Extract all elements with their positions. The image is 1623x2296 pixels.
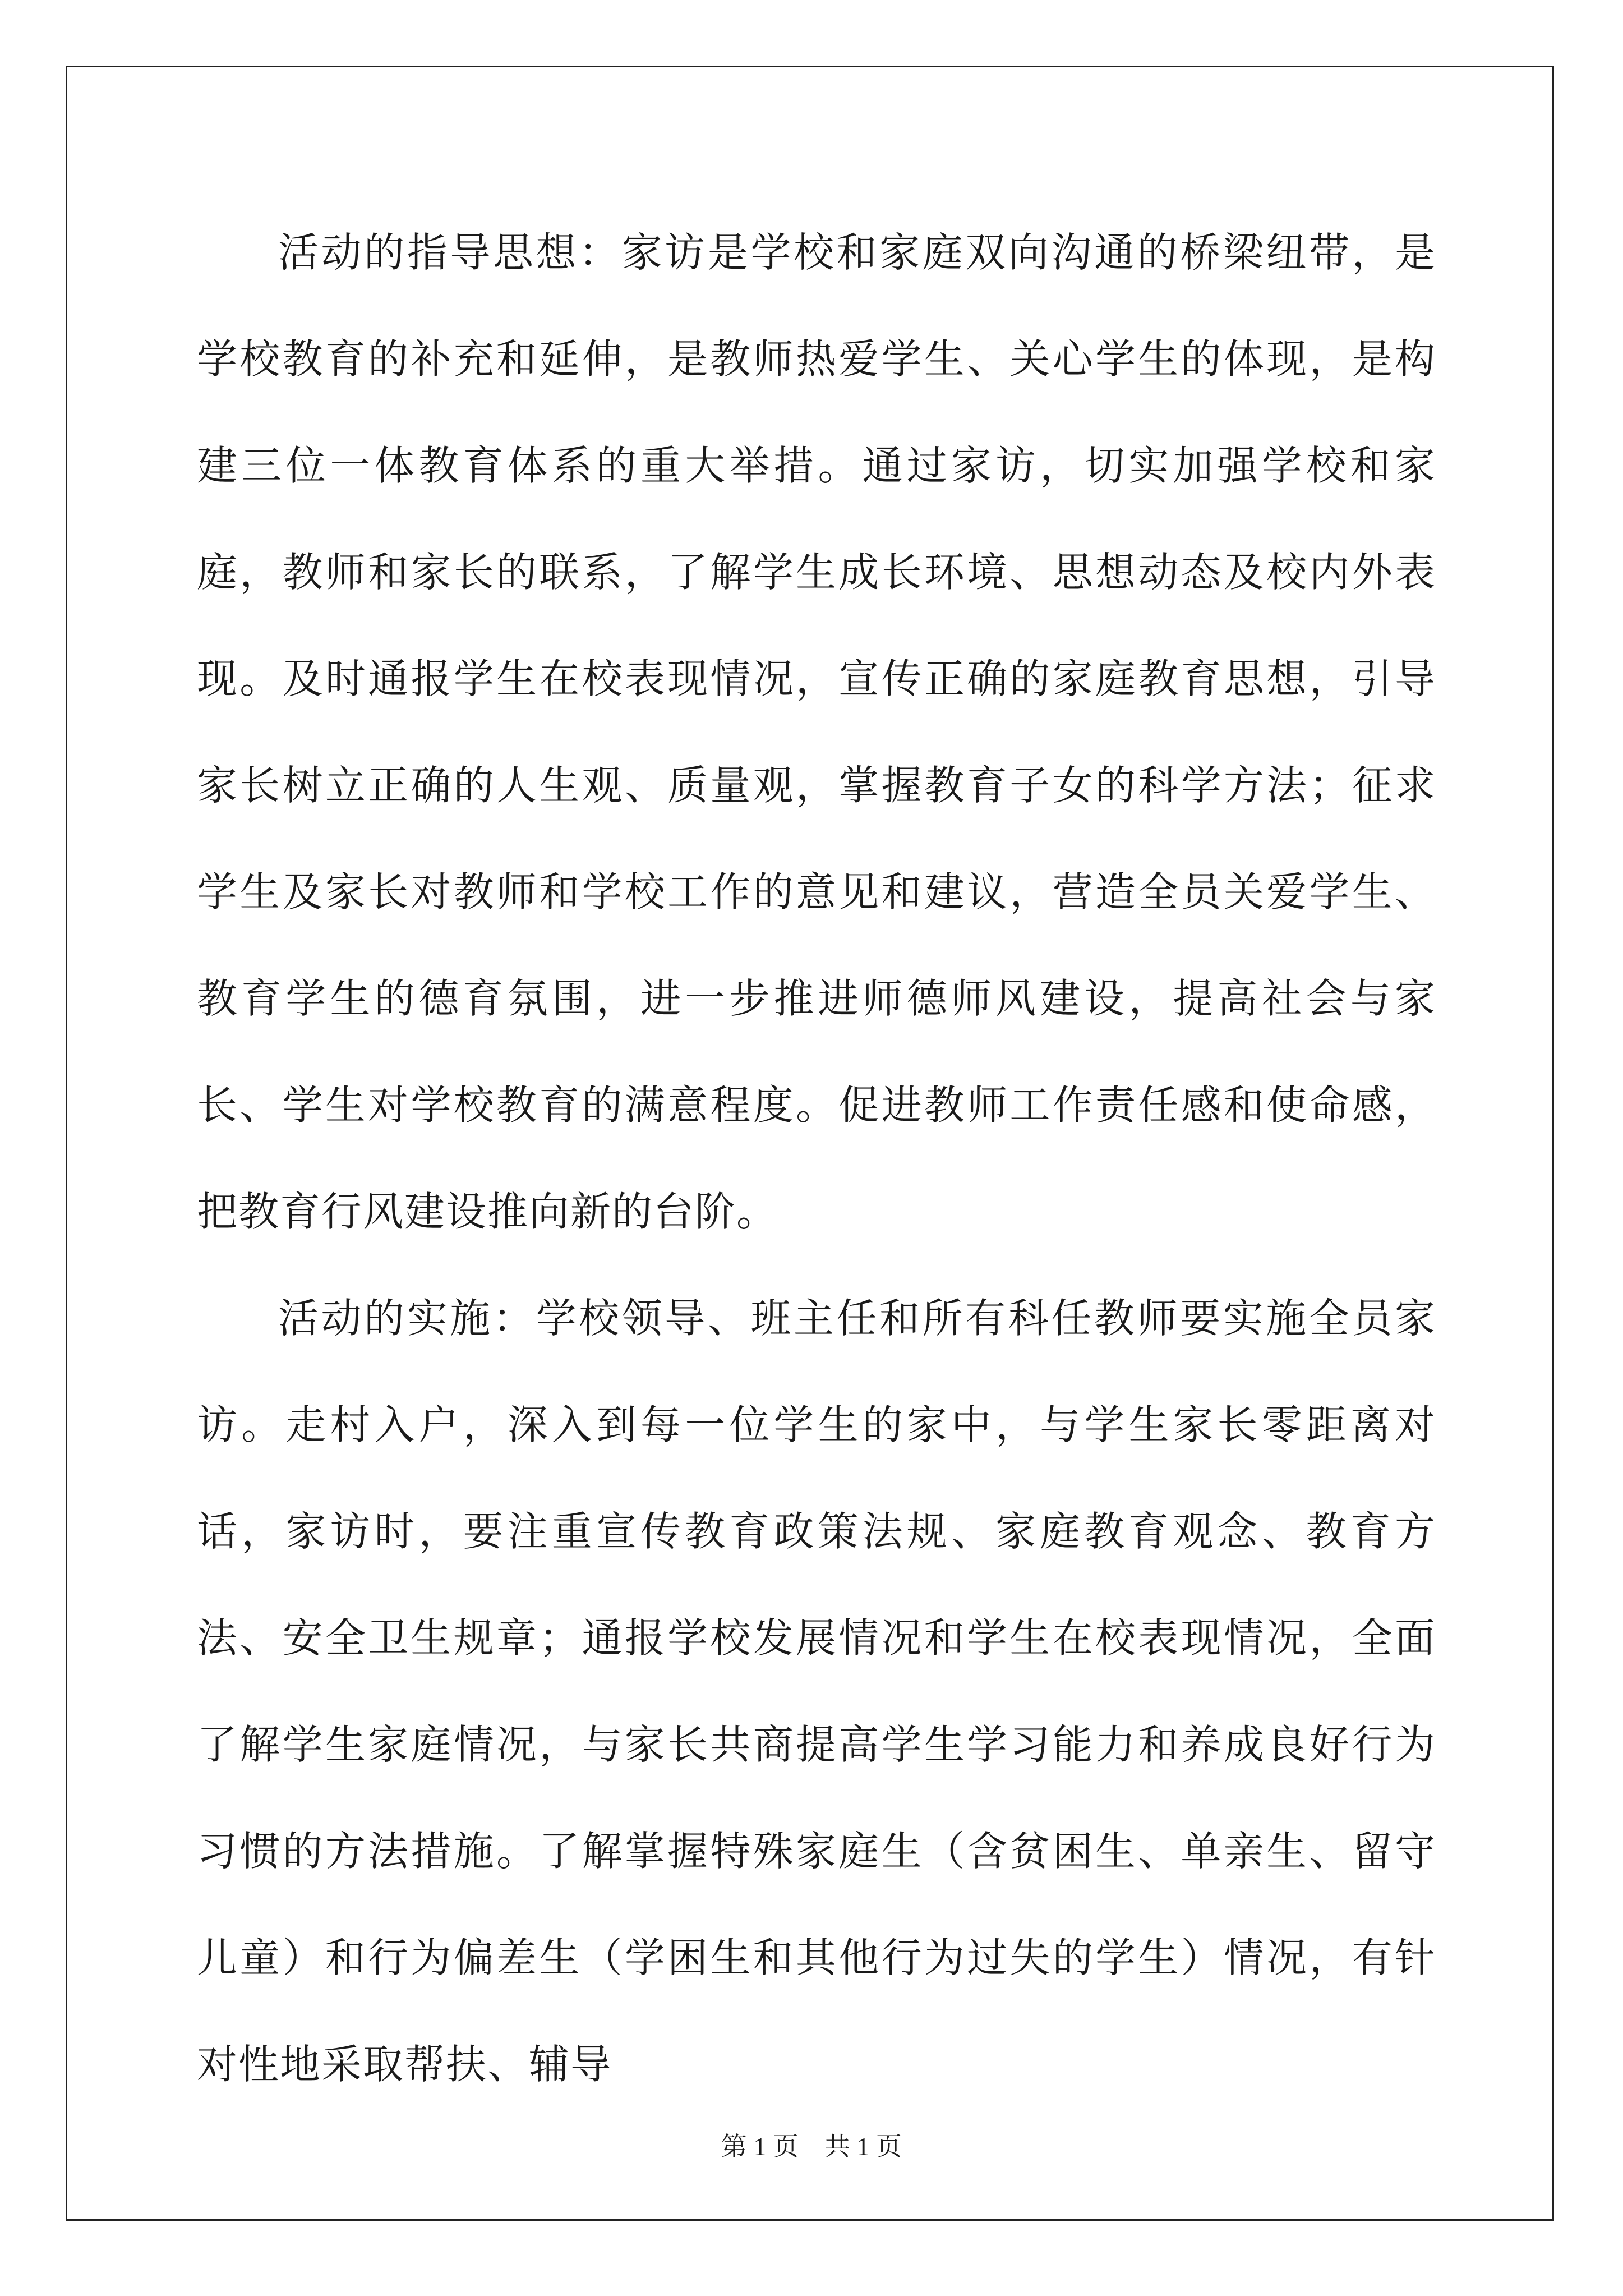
page-number-footer: 第 1 页 共 1 页 — [721, 2132, 902, 2161]
document-body — [197, 199, 1436, 2118]
paragraph-implementation: 活动的实施：学校领导、班主任和所有科任教师要实施全员家访。走村入户，深入到每一位学生的家中，与学生家长零距离对话，家访时，要注重宣传教育政策法规、家庭教育观念、教育方法、安全卫生规章；通报学校发展情况和学生在校表现情况，全面了解学生家庭情况，与家长共商提高学生学习能力和养成良好行为习惯的方法措施。了解掌握特殊家庭生（含贫困生、单亲生、留守儿童）和行为偏差生（学困生和其他行为过失的学生）情况，有针对性地采取帮扶、辅导 — [197, 1295, 1436, 2088]
paragraph-guiding-thought: 活动的指导思想：家访是学校和家庭双向沟通的桥梁纽带，是学校教育的补充和延伸，是教师热爱学生、关心学生的体现，是构建三位一体教育体系的重大举措。通过家访，切实加强学校和家庭，教师和家长的联系，了解学生成长环境、思想动态及校内外表现。及时通报学生在校表现情况，宣传正确的家庭教育思想，引导家长树立正确的人生观、质量观，掌握教育子女的科学方法；征求学生及家长对教师和学校工作的意见和建议，营造全员关爱学生、教育学生的德育氛围，进一步推进师德师风建设，提高社会与家长、学生对学校教育的满意程度。促进教师工作责任感和使命感，把教育行风建设推向新的台阶。 — [197, 229, 1436, 1235]
